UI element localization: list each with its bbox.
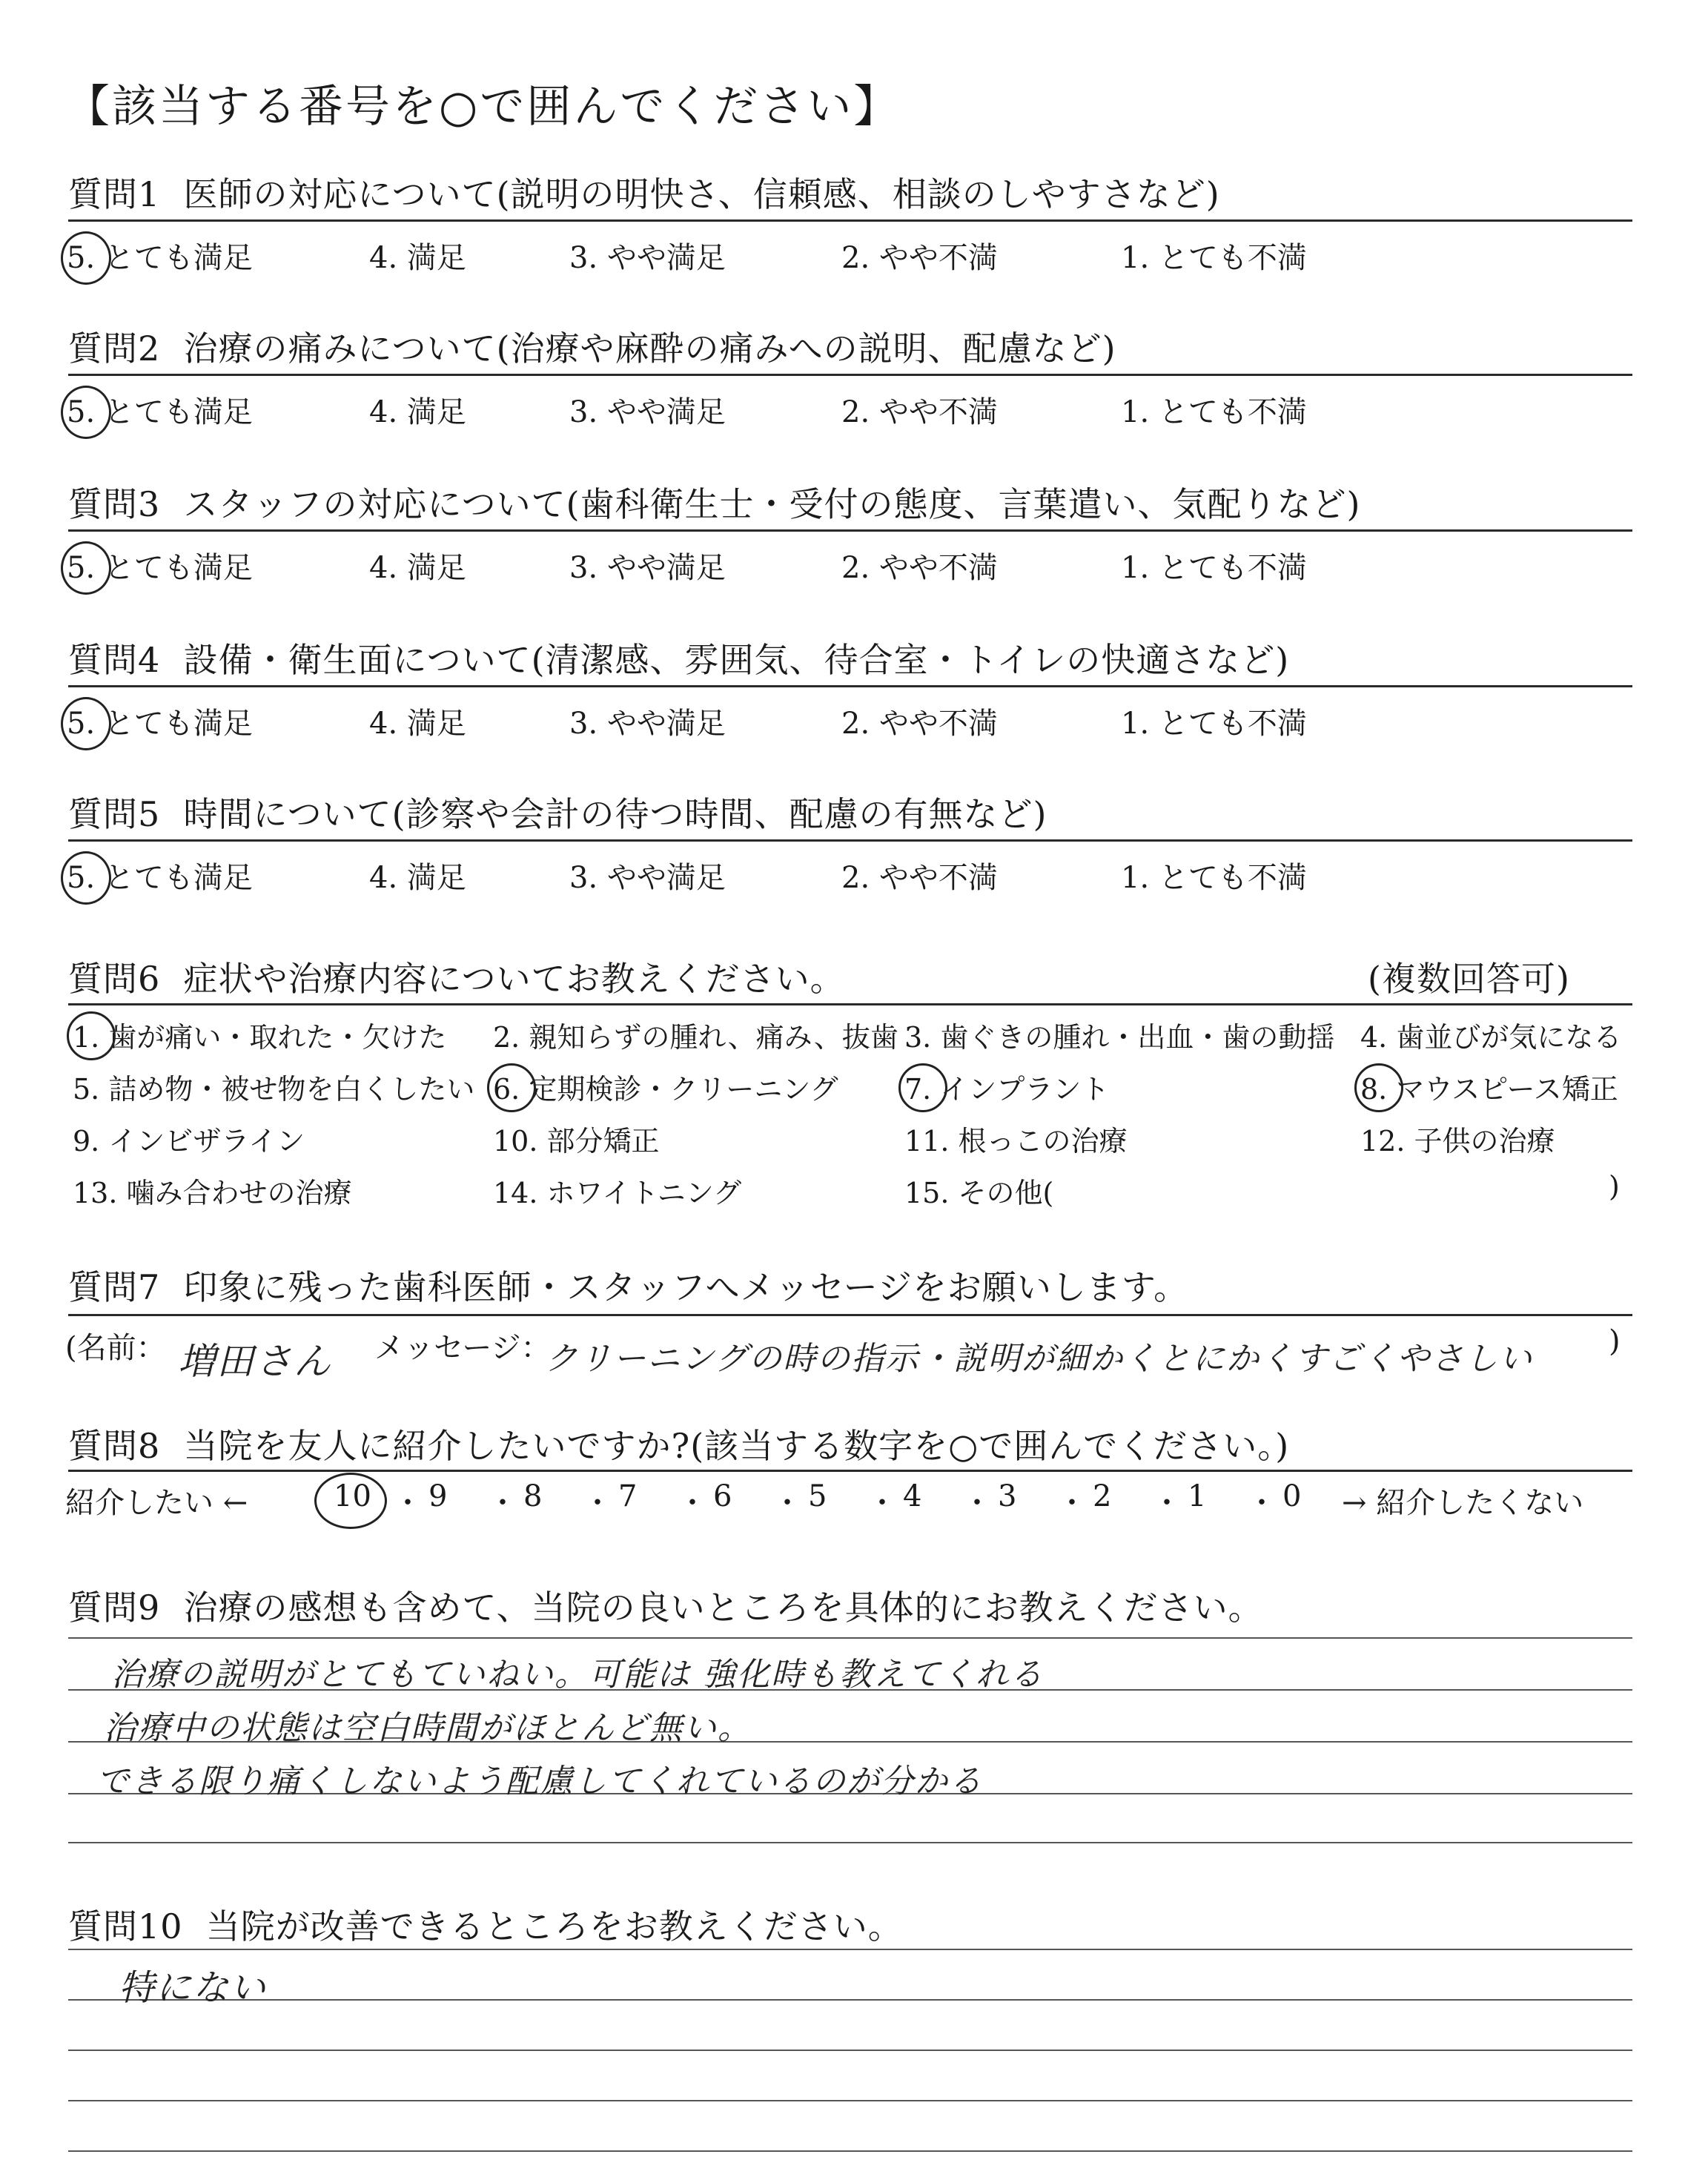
q2-selection-circle	[61, 386, 111, 439]
q3-heading	[68, 478, 1361, 526]
q7-heading	[68, 1261, 1188, 1309]
q9-answer-text: 治療中の状態は空白時間がほとんど無い。	[104, 1709, 752, 1747]
q6-option-other-close: )	[1609, 1170, 1620, 1203]
q5-heading	[68, 787, 1047, 836]
q5-label: 質問5	[68, 794, 161, 834]
q6-option-13: 13. 噛み合わせの治療	[73, 1177, 352, 1209]
q10-answer-text: 特にない	[119, 1967, 268, 2009]
q2-label: 質問2	[68, 328, 161, 369]
q7-message-value: クリーニングの時の指示・説明が細かくとにかくすごくやさしい	[545, 1340, 1534, 1378]
q6-option-3: 3. 歯ぐきの腫れ・出血・歯の動揺	[904, 1021, 1335, 1054]
q2-option-2: 2. やや不満	[841, 395, 998, 429]
q6-option-11: 11. 根っこの治療	[904, 1125, 1128, 1157]
q6-option-9: 9. インビザライン	[73, 1125, 305, 1157]
q8-label: 質問8	[68, 1426, 161, 1466]
q1-rule	[68, 219, 1632, 222]
q9-answer-text: できる限り痛くしないよう配慮してくれているのが分かる	[96, 1763, 983, 1800]
q9-answer-text: 治療の説明がとてもていねい。可能は 強化時も教えてくれる	[111, 1656, 1044, 1694]
q9-answer-line	[68, 1637, 1632, 1639]
q6-option-4: 4. 歯並びが気になる	[1360, 1021, 1622, 1054]
q9-text: 治療の感想も含めて、当院の良いところを具体的にお教えください。	[183, 1588, 1263, 1628]
q3-text: スタッフの対応について(歯科衛生士・受付の態度、言葉遣い、気配りなど)	[183, 484, 1361, 524]
q5-option-3: 3. やや満足	[569, 861, 726, 895]
q2-option-3: 3. やや満足	[569, 395, 726, 429]
q2-option-4: 4. 満足	[369, 395, 466, 429]
q8-scale-3: 3	[998, 1479, 1017, 1513]
q3-option-3: 3. やや満足	[569, 551, 726, 585]
q6-option-8: 8. マウスピース矯正	[1360, 1073, 1618, 1106]
q7-name-value: 増田さん	[178, 1340, 332, 1383]
q5-option-2: 2. やや不満	[841, 861, 998, 895]
q6-label: 質問6	[68, 959, 161, 999]
q1-text: 医師の対応について(説明の明快さ、信頼感、相談のしやすさなど)	[183, 174, 1220, 214]
q8-rule	[68, 1470, 1632, 1472]
q6-note: (複数回答可)	[1368, 959, 1570, 999]
q8-scale-4: 4	[903, 1479, 922, 1513]
q9-heading	[68, 1581, 1263, 1630]
q8-left-label: 紹介したい ←	[65, 1486, 248, 1520]
q5-text: 時間について(診察や会計の待つ時間、配慮の有無など)	[183, 794, 1047, 834]
q10-answer-line	[68, 1949, 1632, 1950]
q8-scale-dot: ・	[867, 1486, 897, 1520]
q2-option-1: 1. とても不満	[1121, 395, 1307, 429]
q3-selection-circle	[61, 541, 111, 595]
q8-scale-5: 5	[808, 1479, 827, 1513]
q4-rule	[68, 685, 1632, 687]
q7-close-paren: )	[1609, 1324, 1621, 1358]
q6-rule	[68, 1003, 1632, 1005]
q4-heading	[68, 633, 1289, 682]
q3-rule	[68, 529, 1632, 532]
q8-scale-dot: ・	[488, 1486, 517, 1520]
q8-right-label: → 紹介したくない	[1342, 1486, 1584, 1520]
q1-label: 質問1	[68, 174, 161, 214]
q8-scale-9: 9	[428, 1479, 448, 1513]
q2-heading	[68, 322, 1116, 371]
q6-option-5: 5. 詰め物・被せ物を白くしたい	[73, 1073, 475, 1106]
q6-selection-circle-8	[1354, 1063, 1403, 1112]
q5-option-4: 4. 満足	[369, 861, 466, 895]
q3-option-4: 4. 満足	[369, 551, 466, 585]
q1-option-4: 4. 満足	[369, 241, 466, 275]
q1-option-3: 3. やや満足	[569, 241, 726, 275]
q6-option-7: 7. インプラント	[904, 1073, 1110, 1106]
q1-option-1: 1. とても不満	[1121, 241, 1307, 275]
q10-answer-line	[68, 2150, 1632, 2152]
q6-selection-circle-6	[487, 1063, 536, 1112]
q4-option-4: 4. 満足	[369, 707, 466, 741]
q6-option-2: 2. 親知らずの腫れ、痛み、抜歯	[493, 1021, 898, 1054]
q8-scale-dot: ・	[962, 1486, 992, 1520]
q7-text: 印象に残った歯科医師・スタッフへメッセージをお願いします。	[183, 1267, 1189, 1307]
q5-option-5: 5. とても満足	[67, 861, 253, 895]
q8-scale-10: 10	[334, 1479, 371, 1513]
q10-heading	[68, 1900, 903, 1949]
q10-answer-line	[68, 1999, 1632, 2001]
q9-label: 質問9	[68, 1588, 161, 1628]
q7-rule	[68, 1314, 1632, 1316]
q6-option-12: 12. 子供の治療	[1360, 1125, 1555, 1157]
q8-heading	[68, 1419, 1289, 1468]
q8-scale-2: 2	[1093, 1479, 1112, 1513]
q4-option-5: 5. とても満足	[67, 707, 253, 741]
q4-option-3: 3. やや満足	[569, 707, 726, 741]
q8-scale-0: 0	[1282, 1479, 1302, 1513]
q6-option-15: 15. その他(	[904, 1177, 1054, 1209]
q6-selection-circle-7	[898, 1063, 947, 1112]
q8-scale-dot: ・	[583, 1486, 612, 1520]
q7-message-label: メッセージ：	[374, 1331, 551, 1365]
q9-answer-line	[68, 1842, 1632, 1843]
q3-option-1: 1. とても不満	[1121, 551, 1307, 585]
q7-label: 質問7	[68, 1267, 161, 1307]
q2-option-5: 5. とても満足	[67, 395, 253, 429]
q1-option-2: 2. やや不満	[841, 241, 998, 275]
q2-rule	[68, 374, 1632, 376]
q6-selection-circle-1	[67, 1011, 116, 1060]
q8-scale-dot: ・	[1247, 1486, 1277, 1520]
q6-option-6: 6. 定期検診・クリーニング	[493, 1073, 838, 1106]
q1-option-5: 5. とても満足	[67, 241, 253, 275]
q3-option-5: 5. とても満足	[67, 551, 253, 585]
q8-scale-dot: ・	[1057, 1486, 1087, 1520]
q4-text: 設備・衛生面について(清潔感、雰囲気、待合室・トイレの快適さなど)	[183, 640, 1290, 680]
q3-option-2: 2. やや不満	[841, 551, 998, 585]
q8-scale-dot: ・	[393, 1486, 423, 1520]
q8-scale-8: 8	[523, 1479, 543, 1513]
q8-text: 当院を友人に紹介したいですか?(該当する数字を○で囲んでください。)	[183, 1426, 1290, 1466]
q8-scale-6: 6	[713, 1479, 732, 1513]
q3-label: 質問3	[68, 484, 161, 524]
q2-text: 治療の痛みについて(治療や麻酔の痛みへの説明、配慮など)	[183, 328, 1116, 369]
q5-rule	[68, 839, 1632, 842]
q1-selection-circle	[61, 231, 111, 285]
q8-scale-1: 1	[1188, 1479, 1207, 1513]
q8-scale-dot: ・	[772, 1486, 802, 1520]
q4-selection-circle	[61, 697, 111, 750]
q10-text: 当院が改善できるところをお教えください。	[205, 1906, 903, 1946]
q10-answer-line	[68, 2050, 1632, 2051]
q6-option-14: 14. ホワイトニング	[493, 1177, 742, 1209]
q6-text: 症状や治療内容についてお教えください。	[183, 959, 845, 999]
page-title: 【該当する番号を○で囲んでください】	[65, 81, 901, 133]
q4-option-2: 2. やや不満	[841, 707, 998, 741]
q10-answer-line	[68, 2100, 1632, 2101]
q8-selection-circle	[314, 1473, 387, 1529]
q6-option-10: 10. 部分矯正	[493, 1125, 660, 1157]
q8-scale-7: 7	[618, 1479, 638, 1513]
q7-name-label: (名前：	[65, 1331, 166, 1365]
q4-label: 質問4	[68, 640, 161, 680]
q5-option-1: 1. とても不満	[1121, 861, 1307, 895]
q1-heading	[68, 168, 1220, 217]
q6-option-1: 1. 歯が痛い・取れた・欠けた	[73, 1021, 447, 1054]
q10-label: 質問10	[68, 1906, 183, 1946]
q6-heading	[68, 952, 845, 1001]
q8-scale-dot: ・	[678, 1486, 707, 1520]
q4-option-1: 1. とても不満	[1121, 707, 1307, 741]
q5-selection-circle	[61, 851, 111, 905]
q8-scale-dot: ・	[1152, 1486, 1182, 1520]
